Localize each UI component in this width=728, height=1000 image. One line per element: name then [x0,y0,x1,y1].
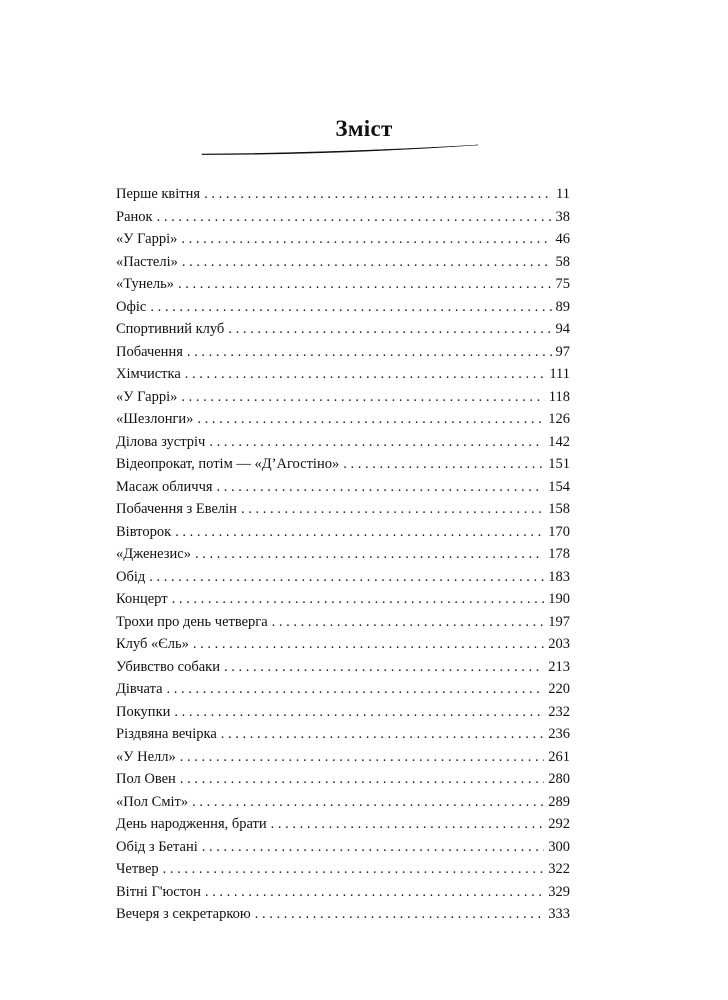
toc-entry-page-number: 118 [548,388,570,405]
toc-entry-label: «Пастелі» [116,253,178,270]
toc-entry-leader [228,318,551,341]
page-title: Зміст [335,116,393,141]
toc-entry [116,813,570,836]
toc-entry-page-number: 89 [555,298,570,315]
toc-entry-leader [182,251,552,274]
toc-entry-page-number: 197 [548,613,570,630]
toc-entry-label: Обід з Бетані [116,838,198,855]
toc-entry-page-number: 203 [548,636,570,652]
toc-entry [116,453,570,476]
toc-entry-leader [224,656,544,679]
toc-entry-leader [197,408,544,431]
toc-entry-leader [167,678,545,701]
toc-entry [116,341,570,364]
toc-entry [116,611,570,634]
toc-entry-leader [204,183,552,206]
toc-entry-label: Пол Овен [116,771,176,787]
toc-entry-page-number: 329 [548,883,570,900]
toc-entry-label: Вівторок [116,523,172,540]
toc-entry-page-number: 333 [548,906,570,922]
toc-entry [116,678,570,701]
toc-entry-leader [163,858,545,881]
toc-entry-leader [180,768,544,791]
toc-entry-page-number: 126 [548,411,570,427]
toc-entry-label: Дівчата [116,681,163,697]
toc-entry [116,431,570,454]
toc-entry-label: «У Гаррі» [116,388,178,405]
toc-entry-page-number: 190 [548,591,570,607]
toc-entry-leader [271,813,545,836]
toc-entry-leader [175,521,544,544]
toc-entry-label: Клуб «Єль» [116,636,189,652]
toc-entry-leader [150,296,551,319]
title-rule [200,144,480,160]
toc-entry-label: «Шезлонги» [116,411,194,427]
toc-entry-label: Убивство собаки [116,658,220,675]
toc-entry-leader [181,386,544,409]
toc-entry-leader [209,431,544,454]
toc-entry [116,881,570,904]
toc-entry-label: Офіс [116,298,147,315]
toc-entry-leader [221,723,545,746]
toc-entry-leader [178,273,552,296]
toc-entry-page-number: 183 [548,568,570,585]
toc-entry [116,566,570,589]
toc-entry-page-number: 289 [548,793,570,810]
toc-entry-page-number: 178 [548,546,570,562]
toc-entry-page-number: 111 [549,366,570,382]
toc-entry-label: День народження, брати [116,816,267,832]
toc-entry [116,633,570,656]
toc-entry-label: Побачення [116,343,183,360]
toc-entry [116,408,570,431]
toc-entry-label: Різдвяна вечірка [116,726,217,742]
toc-entry [116,318,570,341]
toc-entry [116,521,570,544]
toc-entry-label: Вечеря з секретаркою [116,906,251,922]
toc-entry-label: Спортивний клуб [116,321,225,337]
toc-entry-leader [241,498,544,521]
toc-entry-label: Обід [116,568,146,585]
toc-entry-page-number: 292 [548,816,570,832]
toc-entry-page-number: 58 [555,253,570,270]
toc-entry-label: Покупки [116,703,171,720]
toc-entry-page-number: 158 [548,501,570,517]
toc-entry-leader [217,476,545,499]
toc-entry-label: Ранок [116,208,153,225]
toc-entry-leader [195,543,544,566]
toc-entry-leader [180,746,544,769]
toc-entry-leader [193,633,544,656]
toc-entry-label: «Пол Сміт» [116,793,189,810]
toc-entry-page-number: 94 [555,321,570,337]
toc-entry [116,476,570,499]
toc-entry [116,723,570,746]
toc-entry [116,251,570,274]
toc-entry-leader [272,611,545,634]
toc-entry-label: «У Гаррі» [116,231,178,247]
toc-entry-label: Четвер [116,861,159,877]
table-of-contents [116,183,570,926]
toc-entry-page-number: 236 [548,726,570,742]
toc-entry-leader [255,903,545,926]
toc-entry [116,836,570,859]
toc-entry-page-number: 232 [548,703,570,720]
toc-entry-page-number: 280 [548,771,570,787]
toc-entry-leader [157,206,552,229]
toc-entry-label: Хімчистка [116,366,181,382]
toc-entry-page-number: 142 [548,433,570,450]
toc-entry-page-number: 97 [555,343,570,360]
toc-entry-page-number: 151 [548,456,570,472]
toc-entry-label: Побачення з Евелін [116,501,237,517]
toc-entry-leader [174,701,544,724]
toc-entry [116,701,570,724]
toc-entry [116,183,570,206]
toc-entry-page-number: 38 [555,208,570,225]
toc-entry-page-number: 213 [548,658,570,675]
toc-entry [116,498,570,521]
toc-entry-page-number: 75 [555,276,570,292]
toc-entry-page-number: 322 [548,861,570,877]
toc-entry-leader [192,791,544,814]
toc-entry [116,386,570,409]
toc-entry-leader [202,836,545,859]
toc-entry [116,363,570,386]
toc-entry [116,656,570,679]
toc-entry-leader [172,588,545,611]
toc-entry [116,588,570,611]
toc-entry-leader [187,341,552,364]
toc-entry-page-number: 46 [555,231,570,247]
toc-entry [116,273,570,296]
toc-entry [116,296,570,319]
toc-entry-label: Трохи про день четверга [116,613,268,630]
toc-entry [116,768,570,791]
toc-entry-page-number: 220 [548,681,570,697]
toc-entry-leader [343,453,544,476]
toc-entry-leader [185,363,546,386]
toc-entry [116,903,570,926]
toc-entry-label: Вітні Г'юстон [116,883,201,900]
toc-entry [116,746,570,769]
toc-entry-page-number: 154 [548,478,570,495]
toc-entry-label: Перше квітня [116,186,201,202]
toc-entry-label: Масаж обличчя [116,478,213,495]
toc-entry-leader [181,228,551,251]
toc-entry-page-number: 170 [548,523,570,540]
toc-entry [116,543,570,566]
toc-entry [116,228,570,251]
toc-entry-label: Відеопрокат, потім — «Д’Агостіно» [116,456,340,472]
toc-entry-page-number: 300 [548,838,570,855]
toc-entry-label: «Тунель» [116,276,174,292]
toc-entry-page-number: 261 [548,748,570,765]
toc-entry [116,791,570,814]
toc-entry-label: «Дженезис» [116,546,191,562]
toc-entry-leader [205,881,544,904]
toc-entry-page-number: 11 [556,186,570,202]
toc-entry [116,858,570,881]
toc-entry-label: Ділова зустріч [116,433,206,450]
toc-entry-leader [149,566,544,589]
toc-entry-label: Концерт [116,591,168,607]
toc-entry [116,206,570,229]
toc-entry-label: «У Нелл» [116,748,176,765]
